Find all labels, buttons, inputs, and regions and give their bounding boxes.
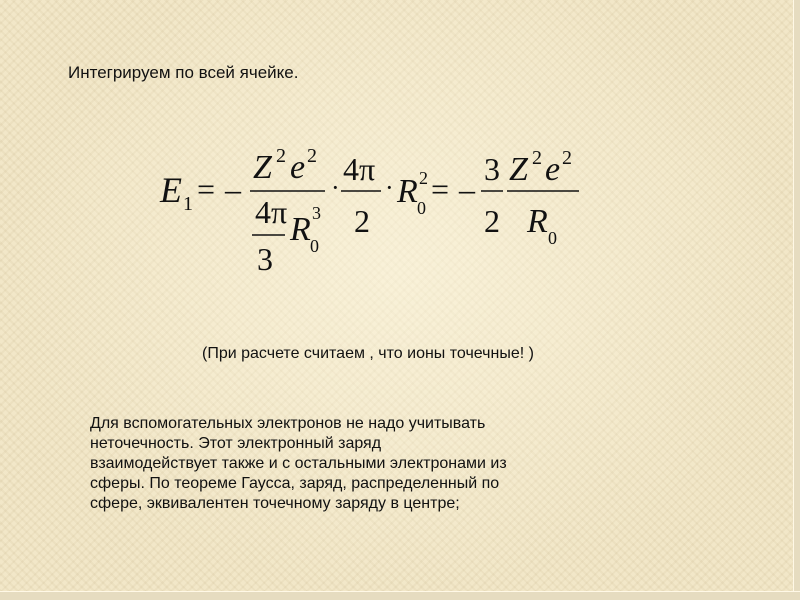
- note-point-ions: (При расчете считаем , что ионы точечные! ): [202, 345, 534, 362]
- formula-dot-1: ·: [331, 173, 340, 202]
- frac1-den-r: R: [290, 211, 311, 248]
- formula-lhs-subscript: 1: [183, 193, 193, 215]
- r-factor-exp: 2: [419, 168, 428, 188]
- r-factor: R: [397, 173, 418, 210]
- paragraph-line: взаимодействует также и с остальными электронами из: [90, 455, 507, 472]
- paragraph-line: сферы. По теореме Гаусса, заряд, распределенный по: [90, 475, 500, 492]
- rhs-frac-num-e: e: [545, 151, 561, 188]
- formula-lhs-letter: E: [160, 170, 182, 210]
- formula-minus-2: –: [459, 171, 475, 207]
- formula-equals-2: =: [431, 171, 450, 207]
- r-factor-sub: 0: [417, 198, 426, 218]
- explanation-paragraph: [90, 414, 630, 514]
- rhs-frac-num-z: Z: [509, 151, 528, 188]
- frac1-den-coef: 4π: [255, 194, 288, 230]
- frac2-num: 4π: [343, 151, 376, 187]
- formula-equals-1: =: [197, 171, 216, 207]
- slide-heading: Интегрируем по всей ячейке.: [68, 63, 299, 82]
- paragraph-line: Для вспомогательных электронов не надо учитывать: [90, 415, 486, 432]
- frac1-num-z: Z: [253, 149, 272, 186]
- paragraph-line: неточечность. Этот электронный заряд: [90, 435, 382, 452]
- rhs-frac-num-e-exp: 2: [562, 147, 572, 169]
- energy-formula: [145, 140, 605, 290]
- rhs-num: 3: [484, 151, 500, 187]
- slide-bottom-border: [0, 591, 800, 600]
- rhs-frac-num-z-exp: 2: [532, 147, 542, 169]
- slide-right-border: [793, 0, 800, 600]
- rhs-den: 2: [484, 203, 500, 239]
- frac1-den-r-sub: 0: [310, 236, 319, 256]
- frac1-den-r-exp: 3: [312, 203, 321, 223]
- frac1-den-coef-den: 3: [257, 241, 273, 277]
- paragraph-line: сфере, эквивалентен точечному заряду в центре;: [90, 495, 460, 512]
- formula-dot-2: ·: [385, 173, 394, 202]
- frac1-num-z-exp: 2: [276, 145, 286, 167]
- formula-minus-1: –: [225, 171, 241, 207]
- frac2-den: 2: [354, 203, 370, 239]
- frac1-num-e: e: [290, 149, 306, 186]
- frac1-num-e-exp: 2: [307, 145, 317, 167]
- rhs-frac-den-r-sub: 0: [548, 228, 557, 248]
- rhs-frac-den-r: R: [527, 203, 548, 240]
